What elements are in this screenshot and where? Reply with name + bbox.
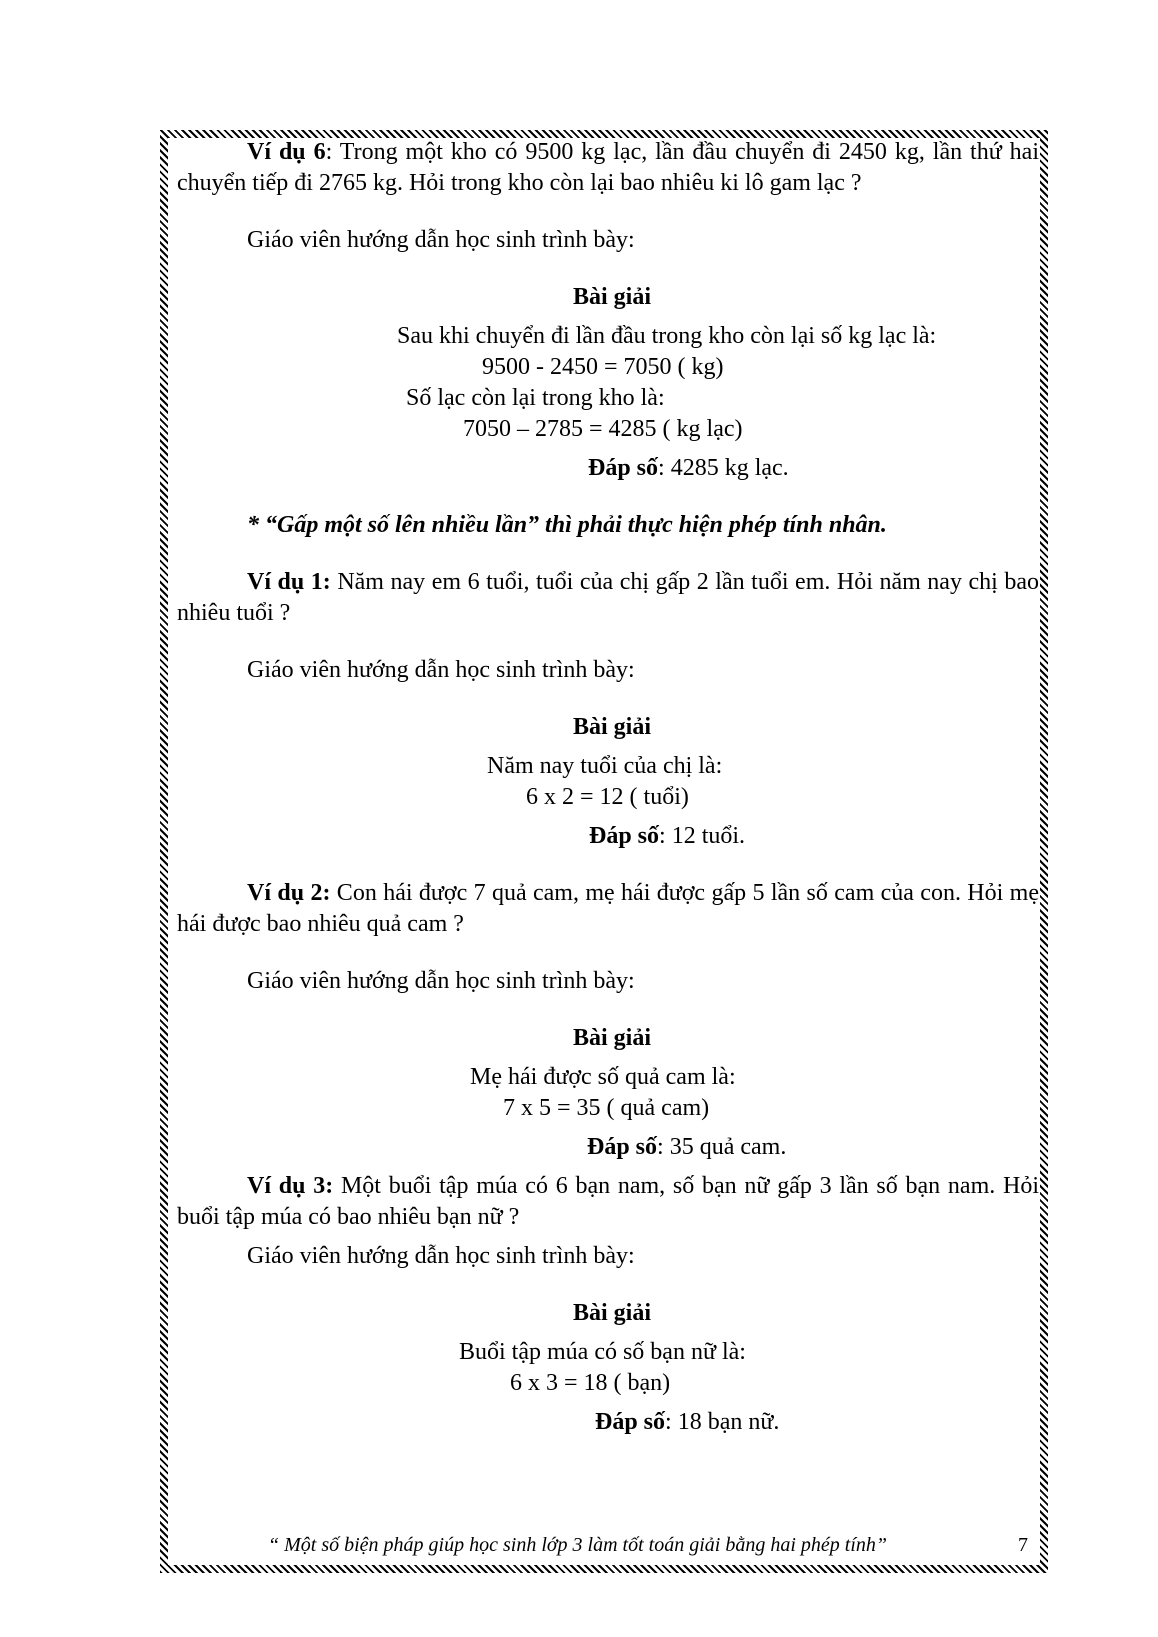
example-1-solution-title: Bài giải — [573, 714, 652, 740]
example-1-label: Ví dụ 1: — [247, 569, 331, 595]
example-1-problem — [177, 567, 1039, 629]
example-6-line-4: 7050 – 2785 = 4285 ( kg lạc) — [463, 416, 743, 442]
example-2-text: Con hái được 7 quả cam, mẹ hái được gấp 5 lần số cam của con. Hỏi mẹ hái được bao nhiêu quả cam ? — [177, 880, 1040, 937]
example-6-label: Ví dụ 6 — [247, 139, 326, 165]
example-2-line-2: 7 x 5 = 35 ( quả cam) — [503, 1095, 710, 1121]
example-2-answer-label: Đáp số — [587, 1134, 658, 1160]
example-1-line-2: 6 x 2 = 12 ( tuổi) — [526, 784, 689, 810]
example-3-line-1: Buổi tập múa có số bạn nữ là: — [459, 1339, 746, 1365]
footer-title: “ Một số biện pháp giúp học sinh lớp 3 làm tốt toán giải bằng hai phép tính” — [268, 1534, 888, 1556]
example-3-problem — [177, 1171, 1039, 1233]
example-3-line-2: 6 x 3 = 18 ( bạn) — [510, 1370, 671, 1396]
example-6-answer — [177, 453, 1039, 484]
example-1-answer — [177, 821, 1039, 852]
example-3-label: Ví dụ 3: — [247, 1173, 334, 1199]
page-number: 7 — [1018, 1534, 1028, 1556]
example-3-answer-text: : 18 bạn nữ. — [665, 1409, 780, 1435]
example-2-label: Ví dụ 2: — [247, 880, 331, 906]
example-6-line-1: Sau khi chuyển đi lần đầu trong kho còn lại số kg lạc là: — [397, 323, 937, 349]
example-6-solution-title: Bài giải — [573, 284, 652, 310]
example-2-problem — [177, 878, 1039, 940]
example-1-answer-text: : 12 tuổi. — [659, 823, 746, 849]
example-3-answer — [177, 1407, 1039, 1438]
example-2-solution-title: Bài giải — [573, 1025, 652, 1051]
example-1-line-1: Năm nay tuổi của chị là: — [487, 753, 723, 779]
example-1-guide: Giáo viên hướng dẫn học sinh trình bày: — [247, 657, 635, 683]
example-2-answer — [177, 1132, 1039, 1163]
example-6-problem — [177, 137, 1039, 199]
example-6-line-3: Số lạc còn lại trong kho là: — [406, 385, 665, 411]
example-2-line-1: Mẹ hái được số quả cam là: — [470, 1064, 736, 1090]
example-3-text: Một buổi tập múa có 6 bạn nam, số bạn nữ gấp 3 lần số bạn nam. Hỏi buổi tập múa có bao nhiêu bạn nữ ? — [177, 1173, 1039, 1230]
example-1-answer-label: Đáp số — [589, 823, 660, 849]
example-6-guide: Giáo viên hướng dẫn học sinh trình bày: — [247, 227, 635, 253]
example-6-answer-text: : 4285 kg lạc. — [658, 455, 789, 481]
rule-heading: * “Gấp một số lên nhiều lần” thì phải thực hiện phép tính nhân. — [247, 512, 887, 538]
example-6-text: : Trong một kho có 9500 kg lạc, lần đầu chuyển đi 2450 kg, lần thứ hai chuyển tiếp đi 2765 kg. Hỏi trong kho còn lại bao nhiêu ki lô gam lạc ? — [177, 139, 1039, 196]
example-2-answer-text: : 35 quả cam. — [657, 1134, 787, 1160]
example-6-answer-label: Đáp số — [588, 455, 659, 481]
example-1-text: Năm nay em 6 tuổi, tuổi của chị gấp 2 lần tuổi em. Hỏi năm nay chị bao nhiêu tuổi ? — [177, 569, 1040, 626]
example-2-guide: Giáo viên hướng dẫn học sinh trình bày: — [247, 968, 635, 994]
example-3-solution-title: Bài giải — [573, 1300, 652, 1326]
example-3-answer-label: Đáp số — [595, 1409, 666, 1435]
example-6-line-2: 9500 - 2450 = 7050 ( kg) — [482, 354, 724, 380]
example-3-guide: Giáo viên hướng dẫn học sinh trình bày: — [247, 1243, 635, 1269]
page-content — [177, 137, 1039, 1557]
